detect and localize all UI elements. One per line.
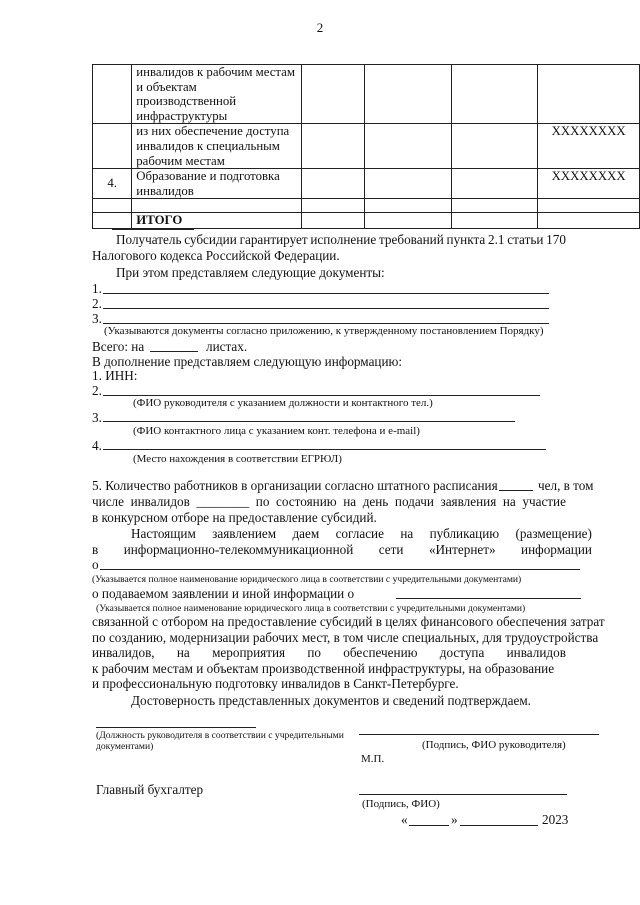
docs-note: (Указываются документы согласно приложению, к утвержденному постановлением Порядку)	[104, 325, 544, 337]
desc-line: рабочим местам	[136, 153, 225, 168]
table-cell	[365, 124, 451, 169]
table-cell	[451, 213, 537, 229]
word: обеспечению	[343, 645, 418, 660]
table-cell	[451, 169, 537, 199]
consent-line6: по созданию, модернизации рабочих мест, в том числе специальных, для трудоустройства	[92, 630, 599, 645]
consent-note2: (Указывается полное наименование юридического лица в соответствии с учредительными документами)	[96, 603, 526, 614]
table-cell	[538, 213, 640, 229]
desc-line: из них обеспечение доступа	[136, 124, 290, 139]
item2-label: 2.	[92, 383, 102, 398]
word: на	[400, 526, 414, 541]
position-note-2: документами)	[96, 741, 154, 752]
word: на	[176, 645, 190, 660]
disabled-count-field[interactable]: ________	[196, 494, 250, 509]
consent-line4: о подаваемом заявлении и иной информации о	[92, 586, 355, 601]
table-cell	[302, 213, 365, 229]
word: инвалидов	[130, 494, 190, 509]
word: информации	[521, 542, 592, 557]
consent-line3: о	[92, 557, 99, 572]
word: пункта	[446, 232, 486, 247]
page-number: 2	[316, 20, 324, 35]
doc-item-3: 3.	[92, 311, 102, 326]
word: статьи	[507, 232, 544, 247]
table-cell	[365, 65, 451, 124]
para5-line1	[92, 478, 498, 494]
word: согласие	[335, 526, 384, 541]
desc-line: и объектам производственной	[136, 79, 237, 109]
contact-field[interactable]	[103, 421, 515, 422]
word: состоянию	[276, 494, 337, 509]
word: на	[343, 494, 357, 509]
table-row	[93, 213, 640, 229]
word: «Интернет»	[428, 542, 496, 557]
head-field[interactable]	[103, 395, 540, 396]
word: инвалидов,	[92, 645, 155, 660]
para5-line3: в конкурсном отборе на предоставление субсидий.	[92, 510, 377, 525]
staff-count-field[interactable]	[499, 490, 533, 491]
word: заявления	[440, 494, 497, 509]
doc-line-1[interactable]	[103, 293, 549, 294]
table-row	[93, 199, 640, 213]
para1-line2: Налогового кодекса Российской Федерации.	[92, 248, 340, 263]
date-open-quote: «	[401, 812, 408, 827]
doc-line-2[interactable]	[103, 308, 549, 309]
consent-line7	[92, 645, 566, 661]
doc-item-2: 2.	[92, 296, 102, 311]
word: участие	[522, 494, 566, 509]
address-field[interactable]	[103, 449, 546, 450]
position-line[interactable]	[96, 727, 256, 728]
accountant-note: (Подпись, ФИО)	[362, 798, 440, 810]
word: 2.1	[488, 232, 505, 247]
item4-label: 4.	[92, 438, 102, 453]
accountant-label: Главный бухгалтер	[96, 782, 204, 797]
confirm-text: Достоверность представленных документов и сведений подтверждаем.	[131, 693, 531, 708]
table-row	[93, 169, 640, 199]
table-cell-desc	[132, 65, 302, 124]
word: мероприятия	[212, 645, 286, 660]
org-name-field-2[interactable]	[396, 598, 581, 599]
table-cell-desc	[132, 169, 302, 199]
word: публикацию	[429, 526, 500, 541]
desc-line: инвалидов	[136, 183, 194, 198]
word: информационно-телекоммуникационной	[123, 542, 354, 557]
table-cell	[365, 169, 451, 199]
word: доступа	[439, 645, 485, 660]
table-cell-total: ИТОГО	[132, 213, 302, 229]
date-close-quote: »	[451, 812, 458, 827]
word: 170	[546, 232, 566, 247]
accountant-signature-line[interactable]	[359, 794, 567, 795]
word: по	[255, 494, 270, 509]
item2-note: (ФИО руководителя с указанием должности и контактного тел.)	[133, 397, 433, 409]
consent-line8: к рабочим местам и объектам производственной инфраструктуры, на образование	[92, 661, 555, 676]
table-cell-num	[93, 65, 132, 124]
desc-line: инвалидов к специальным	[136, 138, 280, 153]
consent-line1	[131, 526, 592, 542]
text: 5. Количество работников в организации согласно штатного расписания	[92, 478, 498, 493]
table-cell	[302, 169, 365, 199]
word: субсидии	[184, 232, 237, 247]
table-cell	[93, 213, 132, 229]
org-name-field-1[interactable]	[100, 569, 580, 570]
table-cell-x	[538, 65, 640, 124]
table-cell-num: 4.	[93, 169, 132, 199]
docs-intro: При этом представляем следующие документы:	[116, 265, 385, 280]
head-signature-note: (Подпись, ФИО руководителя)	[422, 739, 566, 751]
para1-line1	[116, 232, 566, 248]
position-note-1: (Должность руководителя в соответствии с учредительными	[96, 730, 344, 741]
head-signature-line[interactable]	[359, 734, 599, 735]
desc-line: инфраструктуры	[136, 108, 228, 123]
date-year: 2023	[542, 812, 569, 827]
item3-label: 3.	[92, 410, 102, 425]
table-row	[93, 65, 640, 124]
stamp-label: М.П.	[361, 753, 385, 765]
word: (размещение)	[515, 526, 592, 541]
table-cell-x: XXXXXXXX	[538, 124, 640, 169]
word: инвалидов	[506, 645, 566, 660]
word: числе	[92, 494, 124, 509]
divider	[112, 229, 194, 230]
table-cell-x: XXXXXXXX	[538, 169, 640, 199]
inn-label: 1. ИНН:	[92, 368, 138, 383]
date-month-field[interactable]	[460, 825, 538, 826]
para5-line2	[92, 494, 566, 510]
word: Настоящим	[131, 526, 196, 541]
total-prefix: Всего: на	[92, 339, 145, 354]
table-cell	[451, 199, 537, 213]
table-cell	[365, 213, 451, 229]
word: сети	[378, 542, 404, 557]
item4-note: (Место нахождения в соответствии ЕГРЮЛ)	[133, 453, 342, 465]
table-cell	[365, 199, 451, 213]
table-cell-num	[93, 124, 132, 169]
table-cell	[302, 199, 365, 213]
date-day-field[interactable]	[409, 825, 449, 826]
table-cell	[93, 199, 132, 213]
para5-line1-end: чел, в том	[538, 478, 594, 493]
summary-table	[92, 64, 640, 229]
word: подачи	[394, 494, 434, 509]
table-row	[93, 124, 640, 169]
word: заявлением	[212, 526, 277, 541]
consent-line5: связанной с отбором на предоставление субсидий в целях финансового обеспечения затрат	[92, 614, 605, 629]
doc-item-1: 1.	[92, 281, 102, 296]
table-cell	[302, 65, 365, 124]
table-cell-desc	[132, 124, 302, 169]
word: по	[307, 645, 322, 660]
word: день	[362, 494, 389, 509]
desc-line: Образование и подготовка	[136, 169, 280, 184]
total-pages-field[interactable]	[150, 351, 198, 352]
word: Получатель	[116, 232, 182, 247]
item3-note: (ФИО контактного лица с указанием конт. телефона и e-mail)	[133, 425, 420, 437]
table-cell	[302, 124, 365, 169]
word: даем	[292, 526, 320, 541]
word: гарантирует	[239, 232, 308, 247]
word: в	[92, 542, 99, 557]
word: исполнение	[310, 232, 377, 247]
word: требований	[379, 232, 444, 247]
total-suffix: листах.	[206, 339, 248, 354]
table-cell	[132, 199, 302, 213]
desc-line: инвалидов к рабочим местам	[136, 65, 295, 79]
doc-line-3[interactable]	[103, 323, 549, 324]
consent-line9: и профессиональную подготовку инвалидов в Санкт-Петербурге.	[92, 676, 459, 691]
info-intro: В дополнение представляем следующую информацию:	[92, 354, 403, 369]
table-cell	[451, 65, 537, 124]
table-cell	[451, 124, 537, 169]
table-cell	[538, 199, 640, 213]
consent-note1: (Указывается полное наименование юридического лица в соответствии с учредительными документами)	[92, 574, 522, 585]
consent-line2	[92, 542, 592, 558]
word: на	[502, 494, 516, 509]
